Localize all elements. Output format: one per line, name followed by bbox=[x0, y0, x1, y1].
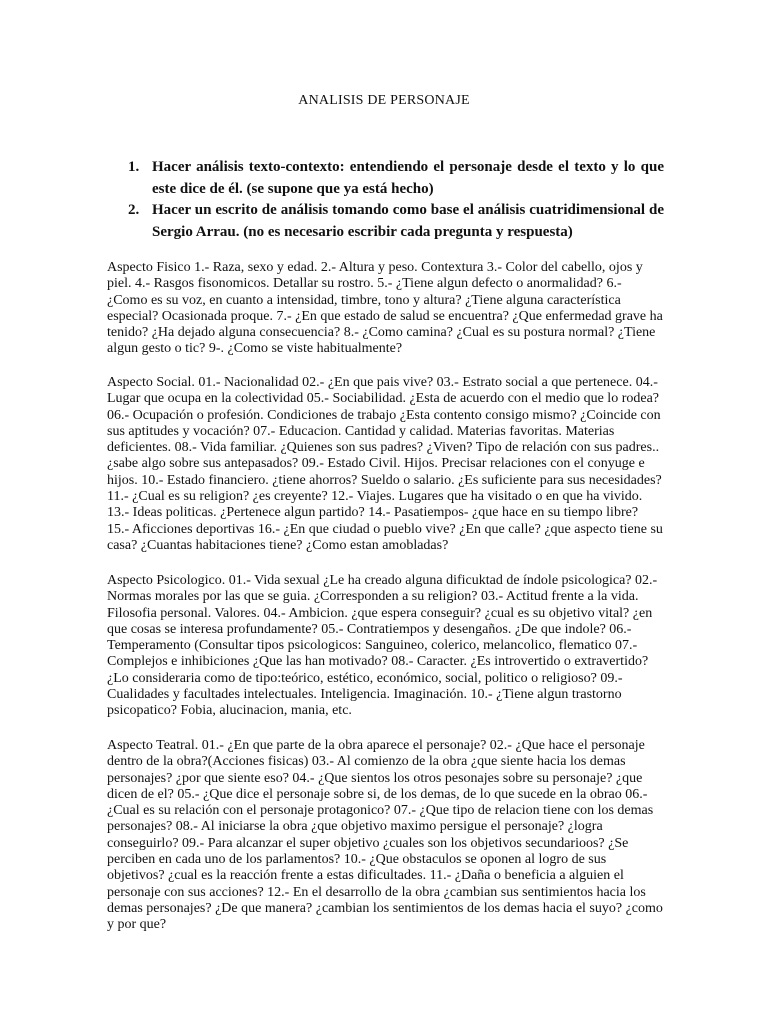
section-aspecto-social: Aspecto Social. 01.- Nacionalidad 02.- ¿En que pais vive? 03.- Estrato social a que pertenece. 04.- Lugar que ocupa en la colectividad 05.- Sociabilidad. ¿Esta de acuerdo con el medio que lo rodea? 06.- Ocupación o profesión. Condiciones de trabajo ¿Esta contento consigo mismo? ¿Coincide con sus aptitudes y vocación? 07.- Educacion. Cantidad y calidad. Materias favoritas. Materias deficientes. 08.- Vida familiar. ¿Quienes son sus padres? ¿Viven? Tipo de relación con sus padres.. ¿sabe algo sobre sus antepasados? 09.- Estado Civil. Hijos. Precisar relaciones con el conyuge e hijos. 10.- Estado financiero. ¿tiene ahorros? Sueldo o salario. ¿Es suficiente para sus necesidades? 11.- ¿Cual es su religion? ¿es creyente? 12.- Viajes. Lugares que ha visitado o en que ha vivido. 13.- Ideas politicas. ¿Pertenece algun partido? 14.- Pasatiempos- ¿que hace en su tiempo libre? 15.- Aficciones deportivas 16.- ¿En que ciudad o pueblo vive? ¿En que calle? ¿que aspecto tiene su casa? ¿Cuantas habitaciones tiene? ¿Como estan amobladas? bbox=[107, 375, 663, 553]
section-aspecto-fisico: Aspecto Fisico 1.- Raza, sexo y edad. 2.- Altura y peso. Contextura 3.- Color del cabello, ojos y piel. 4.- Rasgos fisonomicos. Detallar su rostro. 5.- ¿Tiene algun defecto o anormalidad? 6.- ¿Como es su voz, en cuanto a intensidad, timbre, tono y altura? ¿Tiene alguna característica especial? Ocasionada proque. 7.- ¿En que estado de salud se encuentra? ¿Que enfermedad grave ha tenido? ¿Ha dejado alguna consecuencia? 8.- ¿Como camina? ¿Cual es su postura normal? ¿Tiene algun gesto o tic? 9-. ¿Como se viste habitualmente? bbox=[107, 260, 663, 357]
document-title: ANALISIS DE PERSONAJE bbox=[298, 93, 470, 108]
instruction-text: Hacer un escrito de análisis tomando como base el análisis cuatridimensional de Sergio Arrau. (no es necesario escribir cada pregunta y respuesta) bbox=[152, 202, 664, 240]
instructions-list bbox=[128, 157, 664, 243]
section-aspecto-teatral: Aspecto Teatral. 01.- ¿En que parte de la obra aparece el personaje? 02.- ¿Que hace el personaje dentro de la obra?(Acciones fisicas) 03.- Al comienzo de la obra ¿que siente hacia los demas personajes? ¿por que siente eso? 04.- ¿Que sientos los otros pesonajes sobre su personaje? ¿que dicen de el? 05.- ¿Que dice el personaje sobre si, de los demas, de lo que sucede en la obrao 06.- ¿Cual es su relación con el personaje protagonico? 07.- ¿Que tipo de relacion tiene con los demas personajes? 08.- Al iniciarse la obra ¿que objetivo maximo persigue el personaje? ¿logra conseguirlo? 09.- Para alcanzar el super objetivo ¿cuales son los objetivos secundarioos? ¿Se perciben en cada uno de los parlamentos? 10.- ¿Que obstaculos se oponen al logro de sus objetivos? ¿cual es la reacción frente a estas dificultades. 11.- ¿Daña o beneficia a alguien el personaje con sus acciones? 12.- En el desarrollo de la obra ¿cambian sus sentimientos hacia los demas personajes? ¿De que manera? ¿cambian los sentimientos de los demas hacia el suyo? ¿como y por que? bbox=[107, 738, 663, 933]
instruction-item bbox=[128, 157, 664, 200]
section-aspecto-psicologico: Aspecto Psicologico. 01.- Vida sexual ¿Le ha creado alguna dificuktad de índole psicologica? 02.- Normas morales por las que se guia. ¿Corresponden a su religion? 03.- Actitud frente a la vida. Filosofia personal. Valores. 04.- Ambicion. ¿que espera conseguir? ¿cual es su objetivo vital? ¿en que cosas se interesa profundamente? 05.- Contratiempos y desengaños. ¿De que indole? 06.- Temperamento (Consultar tipos psicologicos: Sanguineo, colerico, melancolico, flematico 07.- Complejos e inhibiciones ¿Que las han motivado? 08.- Caracter. ¿Es introvertido o extravertido? ¿Lo consideraria como de tipo:teórico, estético, económico, social, politico o religioso? 09.- Cualidades y facultades intelectuales. Inteligencia. Imaginación. 10.- ¿Tiene algun trastorno psicopatico? Fobia, alucinacion, mania, etc. bbox=[107, 573, 658, 719]
instruction-number: 1. bbox=[128, 159, 140, 175]
instruction-item bbox=[128, 200, 664, 243]
instruction-number: 2. bbox=[128, 202, 140, 218]
instruction-text: Hacer análisis texto-contexto: entendiendo el personaje desde el texto y lo que este dice de él. (se supone que ya está hecho) bbox=[152, 159, 664, 197]
